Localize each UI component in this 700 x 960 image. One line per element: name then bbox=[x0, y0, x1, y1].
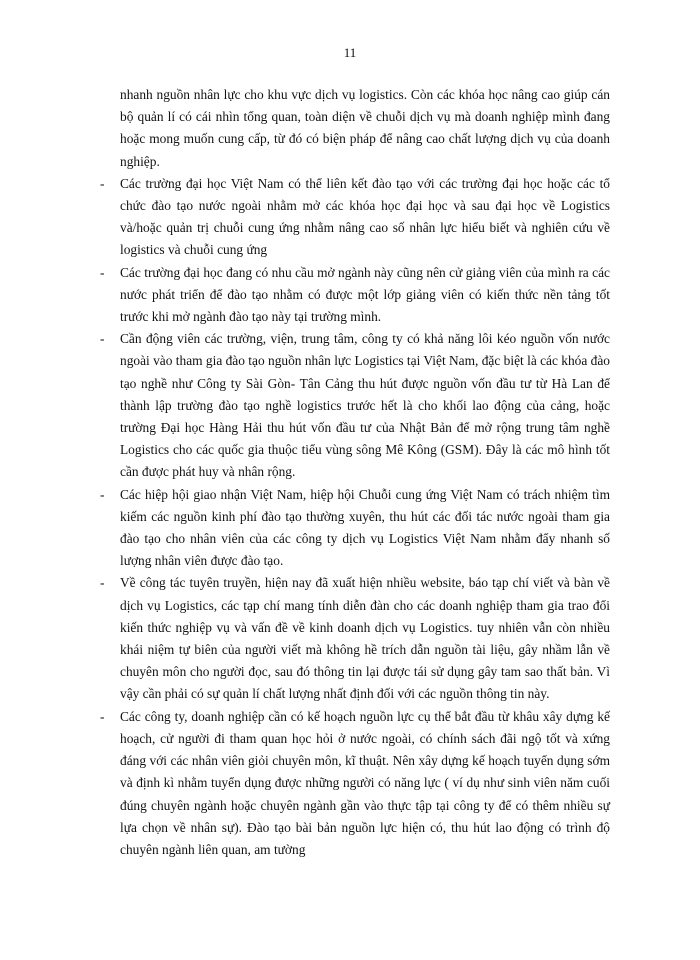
bullet-dash: - bbox=[100, 331, 105, 347]
bullet-dash: - bbox=[100, 264, 105, 280]
bullet-text: Các công ty, doanh nghiệp cần có kế hoạch nguồn lực cụ thể bắt đầu từ khâu xây dựng kế hoạch, cử người đi tham quan học hỏi ở nước ngoài, có chính sách đãi ngộ tốt và xứng đáng với các nhân viên giỏi chuyên môn, kĩ thuật. Nên xây dựng kế hoạch tuyển dụng sớm và định kì nhằm tuyển dụng được những người có năng lực ( ví dụ như sinh viên năm cuối đúng chuyên ngành hoặc chuyên ngành gần vào thực tập tại công ty để có thêm nhiều sự lựa chọn về nhân sự). Đào tạo bài bản nguồn lực hiện có, thu hút lao động có trình độ chuyên ngành liên quan, am tường bbox=[120, 708, 610, 857]
bullet-text: Các hiệp hội giao nhận Việt Nam, hiệp hội Chuỗi cung ứng Việt Nam có trách nhiệm tìm kiếm các nguồn kinh phí đào tạo thường xuyên, thu hút các đối tác nước ngoài tham gia đào tạo cho nhân viên của các công ty dịch vụ Logistics Việt Nam nhằm đẩy nhanh số lượng nhân viên được đào tạo. bbox=[120, 486, 610, 569]
page-number: 11 bbox=[343, 45, 357, 60]
bullet-text: Cần động viên các trường, viện, trung tâm, công ty có khả năng lôi kéo nguồn vốn nước ngoài vào tham gia đào tạo nguồn nhân lực Logistics tại Việt Nam, đặc biệt là các khóa đào tạo nghề như Công ty Sài Gòn- Tân Cảng thu hút được nguồn vốn đầu tư từ Hà Lan để thành lập trường đào tạo nghề logistics trước hết là cho khối lao động của cảng, hoặc trường Đại học Hàng Hải thu hút vốn đầu tư của Nhật Bản để mở rộng trung tâm nghề Logistics cho các quốc gia thuộc tiểu vùng sông Mê Kông (GSM). Đây là các mô hình tốt cần được phát huy và nhân rộng. bbox=[120, 331, 610, 480]
page-body bbox=[100, 84, 610, 861]
list-item bbox=[100, 484, 610, 573]
bullet-text: Các trường đại học Việt Nam có thể liên kết đào tạo với các trường đại học hoặc các tổ chức đào tạo nước ngoài nhằm mở các khóa học đại học và sau đại học về Logistics và/hoặc quản trị chuỗi cung ứng nhằm nâng cao số nhân lực hiểu biết và nghiên cứu về logistics và chuỗi cung ứng bbox=[120, 175, 610, 258]
intro-paragraph: nhanh nguồn nhân lực cho khu vực dịch vụ logistics. Còn các khóa học nâng cao giúp cán bộ quản lí có cái nhìn tổng quan, toàn diện về chuỗi dịch vụ mà doanh nghiệp mình đang hoặc mong muốn cung cấp, từ đó có biện pháp để nâng cao chất lượng dịch vụ của doanh nghiệp. bbox=[120, 87, 610, 169]
bullet-dash: - bbox=[100, 486, 105, 502]
bullet-dash: - bbox=[100, 175, 105, 191]
bullet-dash: - bbox=[100, 575, 105, 591]
bullet-list bbox=[100, 173, 610, 861]
bullet-text: Về công tác tuyên truyền, hiện nay đã xuất hiện nhiều website, báo tạp chí viết và bàn về dịch vụ Logistics, các tạp chí mang tính diễn đàn cho các doanh nghiệp tham gia trao đổi kiến thức nghiệp vụ và vấn đề về kinh doanh dịch vụ Logistics. tuy nhiên vẫn còn nhiều khái niệm tự biên của người viết mà không hề trích dẫn nguồn tài liệu, gây nhầm lẫn về chuyên môn cho người đọc, sau đó thông tin lại được tái sử dụng gây tam sao thất bản. Vì vậy cần phải có sự quản lí chất lượng nhất định đối với các nguồn thông tin này. bbox=[120, 575, 610, 702]
list-item bbox=[100, 706, 610, 861]
bullet-dash: - bbox=[100, 708, 105, 724]
list-item bbox=[100, 572, 610, 705]
list-item bbox=[100, 328, 610, 483]
bullet-text: Các trường đại học đang có nhu cầu mở ngành này cũng nên cử giảng viên của mình ra các nước phát triển để đào tạo nhằm có được một lớp giảng viên có kiến thức nền tảng tốt trước khi mở ngành đào tạo này tại trường mình. bbox=[120, 264, 610, 325]
list-item bbox=[100, 173, 610, 262]
list-item bbox=[100, 262, 610, 329]
